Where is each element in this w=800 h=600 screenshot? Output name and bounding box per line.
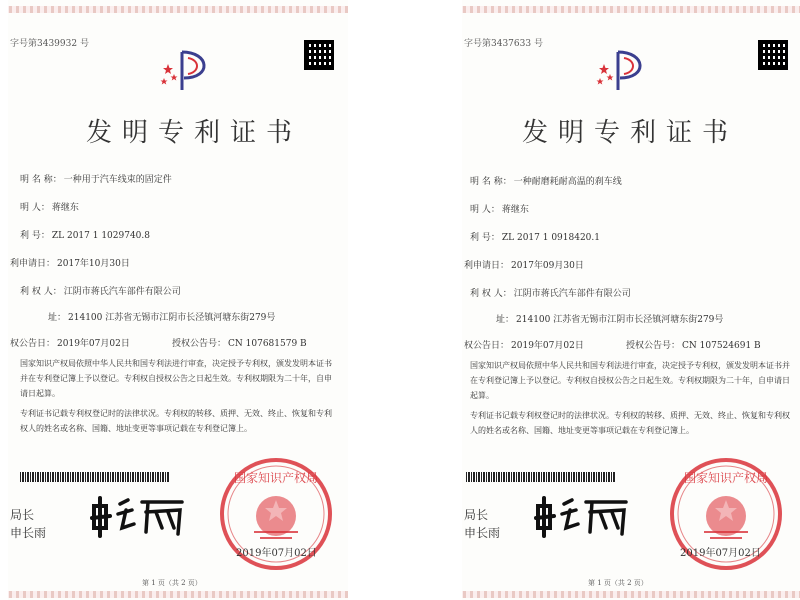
field-inventor: 明 人： 蒋继东 xyxy=(470,205,529,215)
director-label: 局长 xyxy=(464,508,489,522)
director-signature xyxy=(88,492,188,538)
certificate-left xyxy=(8,0,348,600)
field-filing-date: 利申请日： 2017年10月30日 xyxy=(10,259,130,269)
seal-text: 国家知识产权局 xyxy=(233,471,319,485)
director-label: 局长 xyxy=(10,508,35,522)
field-patent-number: 利 号： ZL 2017 1 0918420.1 xyxy=(470,233,600,243)
certificate-title: 发明专利证书 xyxy=(522,118,739,148)
grant-statement-paragraph: 国家知识产权局依照中华人民共和国专利法进行审查，决定授予专利权，颁发发明本证书并在专利登记簿上予以登记。专利权自授权公告之日起生效。专利权期限为二十年，自申请日起算。 xyxy=(20,359,332,398)
field-filing-date: 利申请日： 2017年09月30日 xyxy=(464,261,584,271)
director-name: 申长雨 xyxy=(10,526,47,540)
field-grant-date: 权公告日： 2019年07月02日 xyxy=(464,341,584,351)
barcode xyxy=(466,472,616,482)
barcode xyxy=(20,472,170,482)
field-patentee: 利 权 人： 江阴市蒋氏汽车部件有限公司 xyxy=(470,289,631,299)
seal-date: 2019年07月02日 xyxy=(680,548,761,559)
field-invention-name: 明 名 称： 一种耐磨耗耐高温的刹车线 xyxy=(470,177,622,187)
field-grant-date: 权公告日： 2019年07月02日 xyxy=(10,339,130,349)
qr-code-icon xyxy=(304,40,334,70)
seal-text: 国家知识产权局 xyxy=(683,471,769,485)
field-grant-publication-number: 授权公告号： CN 107524691 B xyxy=(626,341,761,351)
certificate-title: 发明专利证书 xyxy=(86,118,303,148)
legal-status-paragraph: 专利证书记载专利权登记时的法律状况。专利权的转移、质押、无效、终止、恢复和专利权人的姓名或名称、国籍、地址变更等事项记载在专利登记簿上。 xyxy=(470,411,790,435)
qr-code-icon xyxy=(758,40,788,70)
patent-office-emblem-icon xyxy=(596,44,656,94)
certificate-number: 字号第3437633 号 xyxy=(464,39,543,49)
field-address: 址： 214100 江苏省无锡市江阴市长泾镇河塘东街279号 xyxy=(48,313,276,323)
grant-statement-paragraph: 国家知识产权局依照中华人民共和国专利法进行审查，决定授予专利权，颁发发明本证书并在专利登记簿上予以登记。专利权自授权公告之日起生效。专利权期限为二十年，自申请日起算。 xyxy=(470,361,790,400)
field-grant-publication-number: 授权公告号： CN 107681579 B xyxy=(172,339,307,349)
page-number: 第 1 页（共 2 页） xyxy=(588,579,648,587)
field-address: 址： 214100 江苏省无锡市江阴市长泾镇河塘东街279号 xyxy=(496,315,724,325)
director-signature xyxy=(532,492,632,538)
patent-office-emblem-icon xyxy=(160,44,220,94)
field-invention-name: 明 名 称： 一种用于汽车线束的固定件 xyxy=(20,175,172,185)
field-patent-number: 利 号： ZL 2017 1 1029740.8 xyxy=(20,231,150,241)
certificate-right xyxy=(462,0,800,600)
page-number: 第 1 页（共 2 页） xyxy=(142,579,202,587)
seal-date: 2019年07月02日 xyxy=(236,548,317,559)
certificate-number: 字号第3439932 号 xyxy=(10,39,89,49)
field-patentee: 利 权 人： 江阴市蒋氏汽车部件有限公司 xyxy=(20,287,181,297)
field-inventor: 明 人： 蒋继东 xyxy=(20,203,79,213)
director-name: 申长雨 xyxy=(464,526,501,540)
legal-status-paragraph: 专利证书记载专利权登记时的法律状况。专利权的转移、质押、无效、终止、恢复和专利权人的姓名或名称、国籍、地址变更等事项记载在专利登记簿上。 xyxy=(20,409,332,433)
